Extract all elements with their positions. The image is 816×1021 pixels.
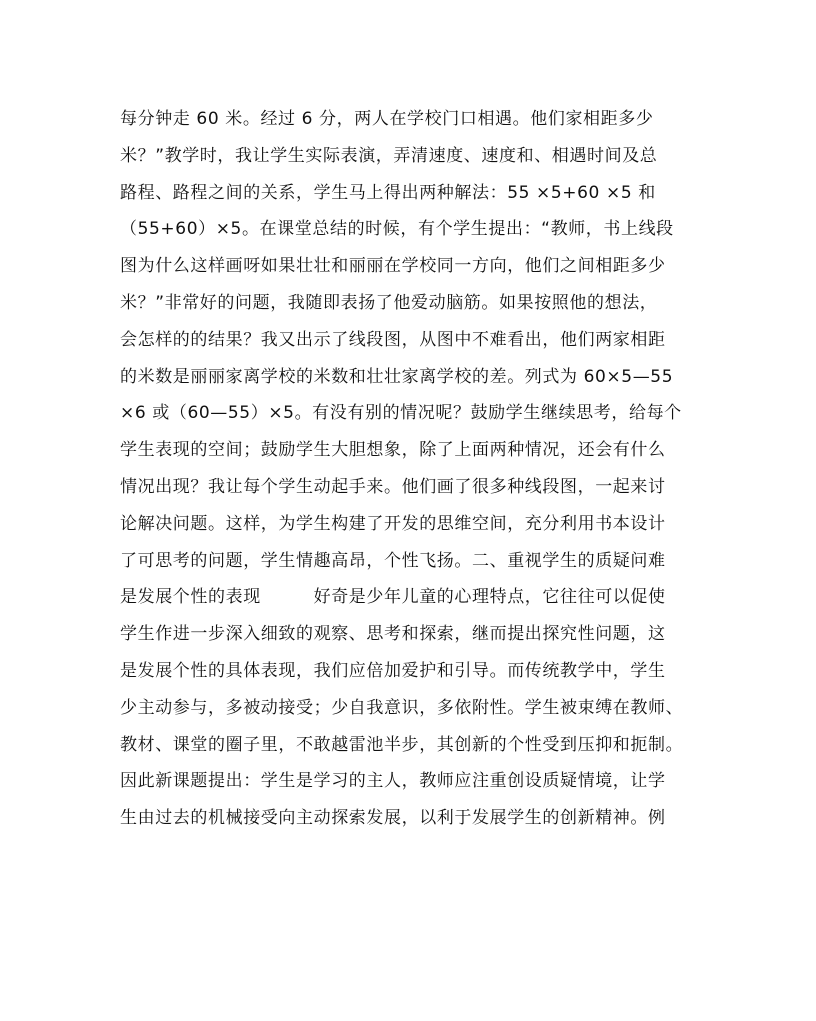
text-line: （55+60）×5。在课堂总结的时候，有个学生提出：“教师，书上线段 xyxy=(120,219,674,240)
text-line: 少主动参与，多被动接受；少自我意识，多依附性。学生被束缚在教师、 xyxy=(120,697,684,718)
text-line: 米？”非常好的问题，我随即表扬了他爱动脑筋。如果按照他的想法， xyxy=(120,292,658,313)
text-line: 每分钟走 60 米。经过 6 分，两人在学校门口相遇。他们家相距多少 xyxy=(120,109,654,129)
text-line: 因此新课题提出：学生是学习的主人，教师应注重创设质疑情境，让学 xyxy=(120,771,666,792)
text-line: 学生作进一步深入细致的观察、思考和探索，继而提出探究性问题，这 xyxy=(120,624,666,645)
text-line: 情况出现？我让每个学生动起手来。他们画了很多种线段图，一起来讨 xyxy=(120,476,666,497)
body-text xyxy=(120,101,700,837)
text-line: 了可思考的问题，学生情趣高昂，个性飞扬。二、重视学生的质疑问难 xyxy=(120,550,666,571)
text-line: 会怎样的的结果？我又出示了线段图，从图中不难看出，他们两家相距 xyxy=(120,329,666,350)
text-line: 米？”教学时，我让学生实际表演，弄清速度、速度和、相遇时间及总 xyxy=(120,145,658,166)
text-line: 是发展个性的具体表现，我们应倍加爱护和引导。而传统教学中，学生 xyxy=(120,660,666,681)
text-line: 论解决问题。这样，为学生构建了开发的思维空间，充分利用书本设计 xyxy=(120,513,666,534)
text-line: 的米数是丽丽家离学校的米数和壮壮家离学校的差。列式为 60×5—55 xyxy=(120,366,674,387)
text-line: 教材、课堂的圈子里，不敢越雷池半步，其创新的个性受到压抑和扼制。 xyxy=(120,734,684,755)
text-line: 路程、路程之间的关系，学生马上得出两种解法：55 ×5+60 ×5 和 xyxy=(120,182,656,203)
text-line: 学生表现的空间；鼓励学生大胆想象，除了上面两种情况，还会有什么 xyxy=(120,440,666,461)
text-line: 生由过去的机械接受向主动探索发展，以利于发展学生的创新精神。例 xyxy=(120,808,666,829)
text-line: 图为什么这样画呀如果壮壮和丽丽在学校同一方向，他们之间相距多少 xyxy=(120,256,666,277)
text-line: ×6 或（60—55）×5。有没有别的情况呢？鼓励学生继续思考，给每个 xyxy=(120,403,682,424)
text-line: 是发展个性的表现 好奇是少年儿童的心理特点，它往往可以促使 xyxy=(120,587,666,608)
